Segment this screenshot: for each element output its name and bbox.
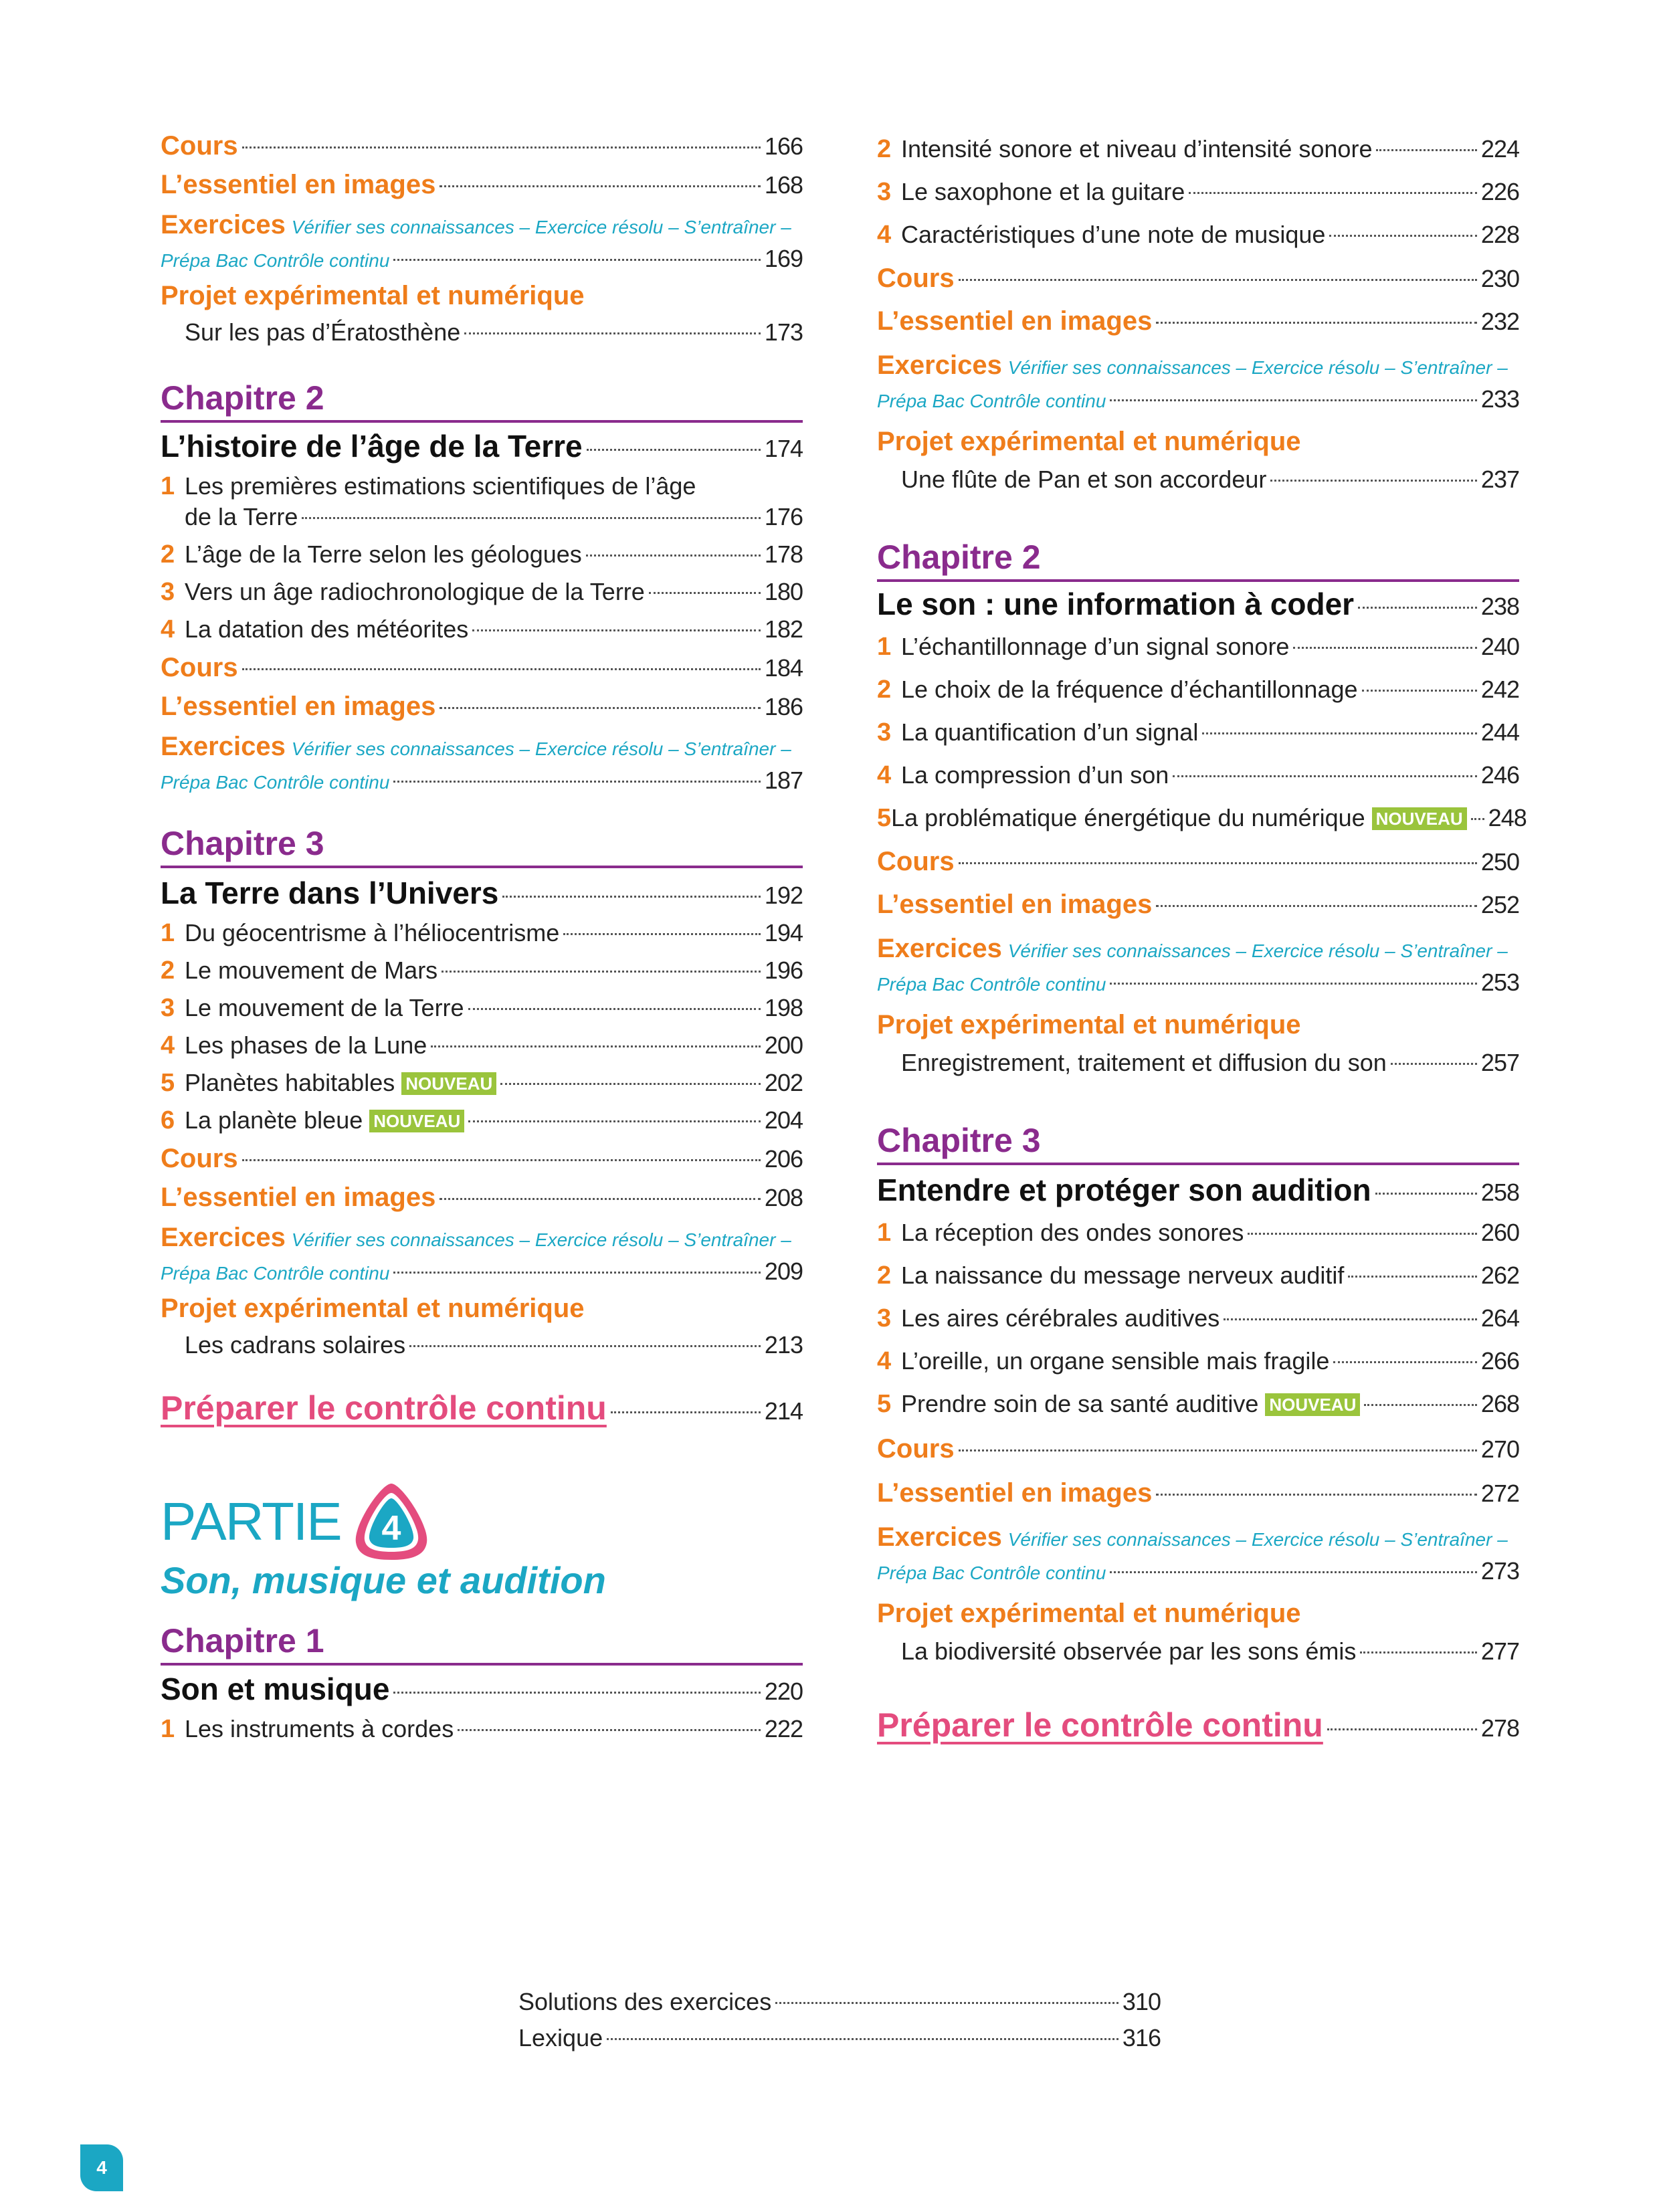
toc-entry-exercices[interactable]: Exercices Vérifier ses connaissances – Exercice résolu – S’entraîner –: [877, 934, 1508, 963]
chapter-heading: Chapitre 1: [161, 1621, 803, 1666]
toc-item[interactable]: 1 Les premières estimations scientifiques de l’âge: [161, 472, 696, 500]
toc-entry-projet: Projet expérimental et numérique: [877, 1599, 1301, 1628]
new-badge: NOUVEAU: [369, 1110, 464, 1132]
toc-entry-cours[interactable]: Cours 250: [877, 847, 1519, 876]
toc-item[interactable]: 1 Du géocentrisme à l’héliocentrisme 194: [161, 919, 803, 947]
toc-entry-exercices[interactable]: Exercices Vérifier ses connaissances – Exercice résolu – S’entraîner –: [877, 350, 1508, 380]
toc-item[interactable]: 4 Les phases de la Lune 200: [161, 1031, 803, 1060]
toc-item[interactable]: 3 Le mouvement de la Terre 198: [161, 994, 803, 1022]
toc-entry-cours[interactable]: Cours 166: [161, 131, 803, 161]
toc-entry-essentiel[interactable]: L’essentiel en images 186: [161, 692, 803, 721]
toc-entry-projet-sub[interactable]: La biodiversité observée par les sons émis 277: [901, 1637, 1519, 1665]
toc-item[interactable]: 6 La planète bleue NOUVEAU 204: [161, 1106, 803, 1134]
chapter-heading: Chapitre 2: [161, 379, 803, 423]
toc-item[interactable]: 5 Planètes habitables NOUVEAU 202: [161, 1069, 803, 1097]
toc-entry-exercices-line2[interactable]: Prépa Bac Contrôle continu 209: [161, 1258, 803, 1285]
toc-item[interactable]: 3 Vers un âge radiochronologique de la Terre 180: [161, 578, 803, 606]
toc-item[interactable]: 5 La problématique énergétique du numérique NOUVEAU 248: [877, 804, 1527, 832]
toc-item[interactable]: 2 La naissance du message nerveux auditif 262: [877, 1262, 1519, 1290]
toc-entry-exercices-line2[interactable]: Prépa Bac Contrôle continu 233: [877, 385, 1519, 413]
toc-item[interactable]: 3 Les aires cérébrales auditives 264: [877, 1304, 1519, 1332]
chapter-heading: Chapitre 3: [877, 1121, 1519, 1165]
toc-entry-preparer[interactable]: Préparer le contrôle continu 214: [161, 1389, 803, 1427]
part-title: Son, musique et audition: [161, 1559, 606, 1601]
toc-entry-projet: Projet expérimental et numérique: [877, 427, 1301, 456]
toc-entry-exercices-line2[interactable]: Prépa Bac Contrôle continu 169: [161, 245, 803, 272]
toc-entry-essentiel[interactable]: L’essentiel en images 252: [877, 890, 1519, 919]
toc-entry-projet-sub[interactable]: Les cadrans solaires 213: [185, 1331, 803, 1359]
toc-entry-projet-sub[interactable]: Une flûte de Pan et son accordeur 237: [901, 466, 1519, 493]
chapter-title[interactable]: Entendre et protéger son audition 258: [877, 1173, 1519, 1207]
toc-entry-essentiel[interactable]: L’essentiel en images 168: [161, 170, 803, 199]
toc-entry-cours[interactable]: Cours 270: [877, 1434, 1519, 1464]
chapter-heading: Chapitre 2: [877, 538, 1519, 582]
toc-item[interactable]: 4 La compression d’un son 246: [877, 761, 1519, 789]
toc-entry-preparer[interactable]: Préparer le contrôle continu 278: [877, 1706, 1519, 1744]
toc-entry-exercices[interactable]: Exercices Vérifier ses connaissances – Exercice résolu – S’entraîner –: [161, 1223, 791, 1252]
toc-entry-essentiel[interactable]: L’essentiel en images 232: [877, 306, 1519, 336]
toc-entry-projet-sub[interactable]: Sur les pas d’Ératosthène 173: [185, 318, 803, 346]
toc-item[interactable]: 1 La réception des ondes sonores 260: [877, 1219, 1519, 1247]
part-number-badge-icon: [348, 1478, 435, 1565]
toc-entry-essentiel[interactable]: L’essentiel en images 208: [161, 1183, 803, 1212]
toc-item[interactable]: 2 L’âge de la Terre selon les géologues 178: [161, 540, 803, 569]
toc-entry-exercices-line2[interactable]: Prépa Bac Contrôle continu 187: [161, 767, 803, 794]
toc-entry-projet: Projet expérimental et numérique: [161, 281, 585, 310]
toc-item[interactable]: 3 Le saxophone et la guitare 226: [877, 178, 1519, 206]
new-badge: NOUVEAU: [401, 1072, 496, 1095]
toc-item[interactable]: 4 La datation des météorites 182: [161, 615, 803, 643]
toc-entry-solutions[interactable]: Solutions des exercices 310: [518, 1988, 1161, 2015]
part-number: 4: [381, 1509, 401, 1548]
toc-item[interactable]: 4 L’oreille, un organe sensible mais fragile 266: [877, 1347, 1519, 1375]
chapter-title[interactable]: Son et musique 220: [161, 1672, 803, 1706]
toc-item[interactable]: 2 Intensité sonore et niveau d’intensité sonore 224: [877, 135, 1519, 163]
toc-entry-lexique[interactable]: Lexique 316: [518, 2024, 1161, 2051]
toc-item[interactable]: 2 Le mouvement de Mars 196: [161, 957, 803, 985]
part-heading: PARTIE 4: [161, 1478, 435, 1565]
toc-item[interactable]: 1 L’échantillonnage d’un signal sonore 240: [877, 633, 1519, 661]
toc-item[interactable]: 4 Caractéristiques d’une note de musique 228: [877, 221, 1519, 249]
new-badge: NOUVEAU: [1372, 807, 1467, 830]
toc-item[interactable]: 3 La quantification d’un signal 244: [877, 718, 1519, 746]
chapter-title[interactable]: Le son : une information à coder 238: [877, 587, 1519, 621]
toc-item[interactable]: 2 Le choix de la fréquence d’échantillonnage 242: [877, 676, 1519, 704]
toc-entry-projet-sub[interactable]: Enregistrement, traitement et diffusion du son 257: [901, 1049, 1519, 1076]
toc-item[interactable]: 1 Les instruments à cordes 222: [161, 1715, 803, 1743]
toc-entry-cours[interactable]: Cours 184: [161, 653, 803, 682]
new-badge: NOUVEAU: [1265, 1393, 1360, 1416]
chapter-title[interactable]: L’histoire de l’âge de la Terre 174: [161, 429, 803, 464]
toc-entry-exercices[interactable]: Exercices Vérifier ses connaissances – Exercice résolu – S’entraîner –: [877, 1522, 1508, 1552]
toc-entry-exercices-line2[interactable]: Prépa Bac Contrôle continu 273: [877, 1557, 1519, 1585]
toc-item-line2[interactable]: de la Terre 176: [185, 503, 803, 530]
toc-entry-cours[interactable]: Cours 206: [161, 1144, 803, 1173]
toc-entry-cours[interactable]: Cours 230: [877, 264, 1519, 293]
toc-entry-projet: Projet expérimental et numérique: [161, 1294, 585, 1323]
chapter-heading: Chapitre 3: [161, 824, 803, 868]
toc-entry-exercices[interactable]: Exercices Vérifier ses connaissances – Exercice résolu – S’entraîner –: [161, 732, 791, 761]
page-number: 4: [80, 2144, 123, 2191]
chapter-title[interactable]: La Terre dans l’Univers 192: [161, 876, 803, 910]
toc-item[interactable]: 5 Prendre soin de sa santé auditive NOUVEAU 268: [877, 1390, 1519, 1418]
toc-entry-projet: Projet expérimental et numérique: [877, 1010, 1301, 1039]
toc-entry-essentiel[interactable]: L’essentiel en images 272: [877, 1478, 1519, 1508]
toc-entry-exercices[interactable]: Exercices Vérifier ses connaissances – Exercice résolu – S’entraîner –: [161, 210, 791, 239]
toc-entry-exercices-line2[interactable]: Prépa Bac Contrôle continu 253: [877, 969, 1519, 996]
